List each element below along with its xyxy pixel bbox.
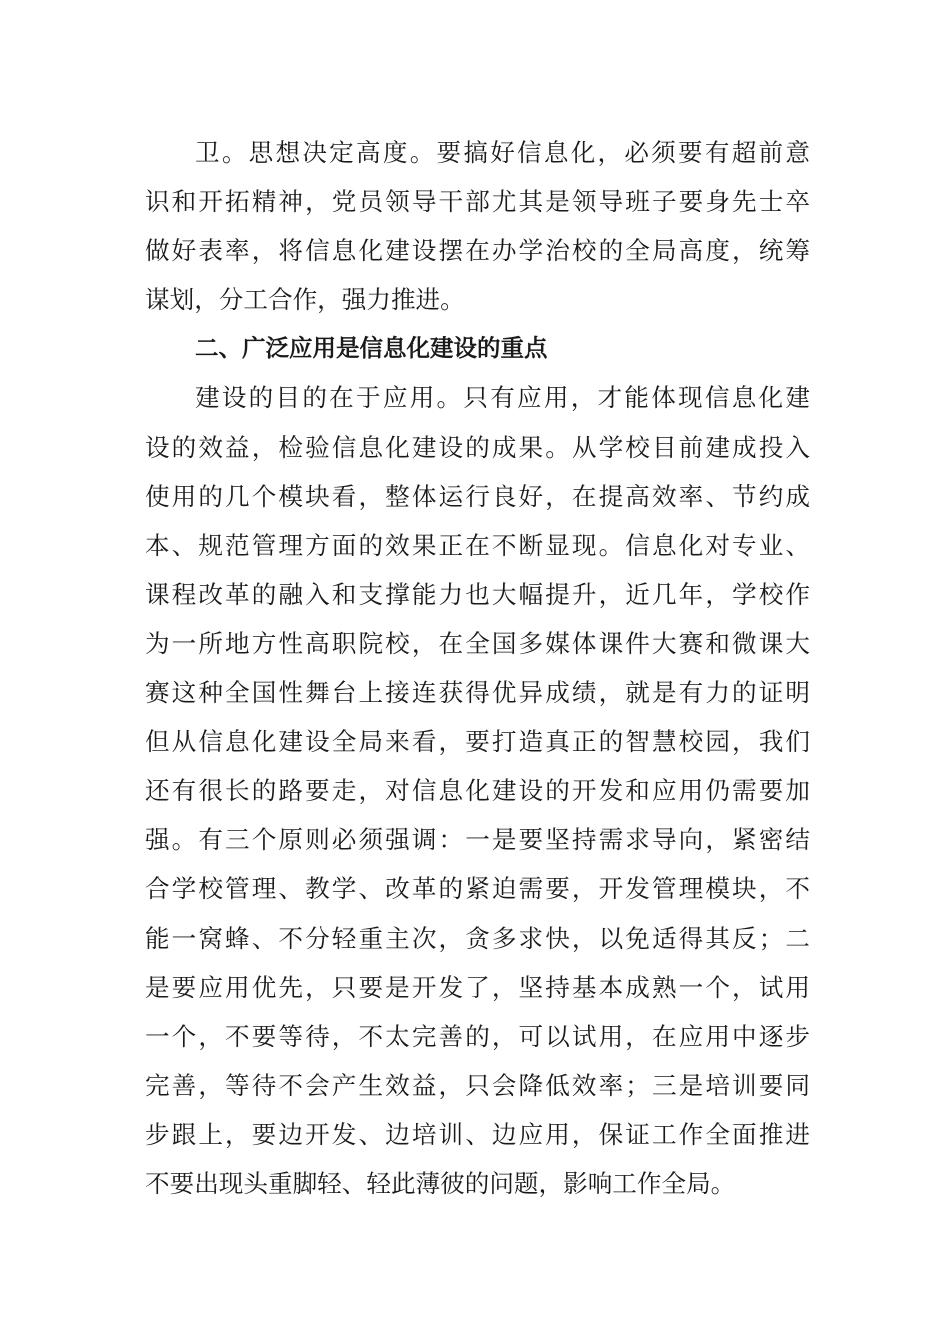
- paragraph-line: 是要应用优先，只要是开发了，坚持基本成熟一个，试用: [145, 972, 810, 1002]
- paragraph-line: 能一窝蜂、不分轻重主次，贪多求快，以免适得其反；二: [145, 923, 810, 953]
- paragraph-line: 建设的目的在于应用。只有应用，才能体现信息化建: [195, 383, 810, 413]
- paragraph-line: 赛这种全国性舞台上接连获得优异成绩，就是有力的证明: [145, 678, 810, 708]
- paragraph-line: 卫。思想决定高度。要搞好信息化，必须要有超前意: [195, 138, 810, 167]
- paragraph-line: 完善，等待不会产生效益，只会降低效率；三是培训要同: [145, 1070, 810, 1100]
- paragraph-line: 课程改革的融入和支撑能力也大幅提升，近几年，学校作: [145, 579, 810, 609]
- paragraph-line: 做好表率，将信息化建设摆在办学治校的全局高度，统筹: [145, 236, 810, 266]
- paragraph-line: 强。有三个原则必须强调：一是要坚持需求导向，紧密结: [145, 825, 810, 855]
- document-body: [145, 128, 810, 1208]
- paragraph-line: 谋划，分工合作，强力推进。: [145, 285, 465, 315]
- section-heading: 二、广泛应用是信息化建设的重点: [195, 334, 548, 363]
- paragraph-line: 不要出现头重脚轻、轻此薄彼的问题，影响工作全局。: [145, 1168, 736, 1198]
- paragraph-line: 使用的几个模块看，整体运行良好，在提高效率、节约成: [145, 481, 810, 511]
- paragraph-line: 本、规范管理方面的效果正在不断显现。信息化对专业、: [145, 530, 810, 560]
- paragraph-line: 合学校管理、教学、改革的紧迫需要，开发管理模块，不: [145, 874, 810, 904]
- paragraph-line: 还有很长的路要走，对信息化建设的开发和应用仍需要加: [145, 776, 810, 806]
- paragraph-line: 设的效益，检验信息化建设的成果。从学校目前建成投入: [145, 432, 810, 462]
- paragraph-line: 识和开拓精神，党员领导干部尤其是领导班子要身先士卒: [145, 187, 810, 217]
- paragraph-line: 一个，不要等待，不太完善的，可以试用，在应用中逐步: [145, 1021, 810, 1051]
- paragraph-line: 为一所地方性高职院校，在全国多媒体课件大赛和微课大: [145, 628, 810, 658]
- paragraph-line: 步跟上，要边开发、边培训、边应用，保证工作全面推进: [145, 1119, 810, 1149]
- paragraph-line: 但从信息化建设全局来看，要打造真正的智慧校园，我们: [145, 727, 810, 757]
